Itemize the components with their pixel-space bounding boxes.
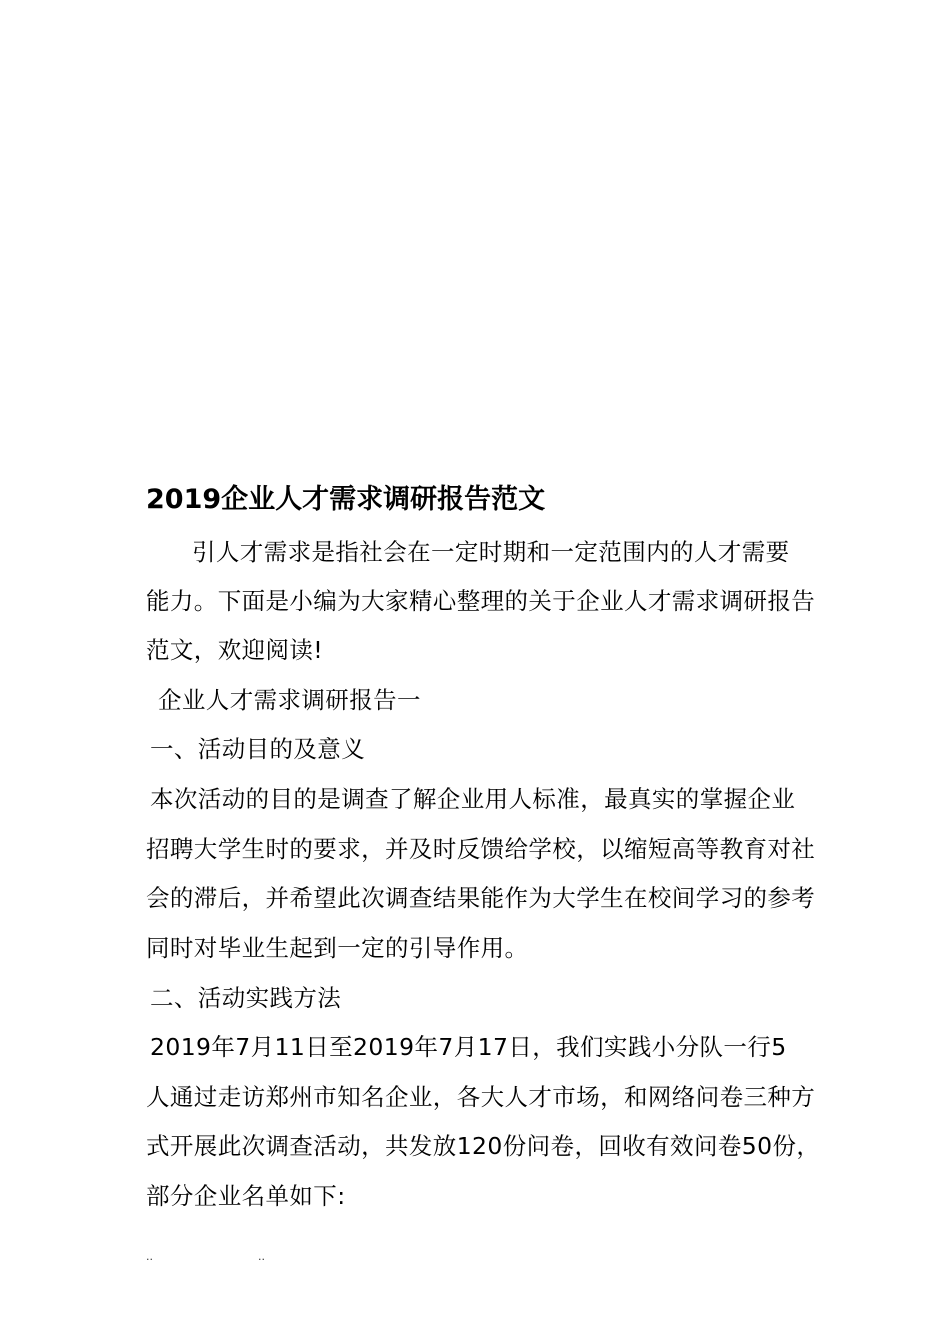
document-title: 2019企业人才需求调研报告范文 (146, 484, 546, 515)
paragraph-line: 同时对毕业生起到一定的引导作用。 (146, 934, 529, 962)
paragraph-line: 式开展此次调查活动，共发放120份问卷，回收有效问卷50份， (146, 1132, 821, 1160)
paragraph-line: 部分企业名单如下: (146, 1182, 346, 1210)
footer-mark: .. (258, 1250, 265, 1263)
footer-mark: .. (146, 1250, 153, 1263)
paragraph-line: 引人才需求是指社会在一定时期和一定范围内的人才需要 (192, 538, 790, 566)
section-heading: 一、活动目的及意义 (150, 735, 366, 763)
paragraph-line: 本次活动的目的是调查了解企业用人标准，最真实的掌握企业 (150, 785, 796, 813)
section-heading: 二、活动实践方法 (150, 984, 342, 1012)
paragraph-line: 范文，欢迎阅读! (146, 636, 324, 664)
paragraph-line: 人通过走访郑州市知名企业，各大人才市场，和网络问卷三种方 (146, 1083, 816, 1111)
paragraph-line: 会的滞后，并希望此次调查结果能作为大学生在校间学习的参考 (146, 884, 816, 912)
paragraph-line: 能力。下面是小编为大家精心整理的关于企业人才需求调研报告 (146, 587, 816, 615)
paragraph-line: 招聘大学生时的要求，并及时反馈给学校，以缩短高等教育对社 (146, 835, 816, 863)
paragraph-line: 2019年7月11日至2019年7月17日，我们实践小分队一行5 (150, 1033, 787, 1061)
section-heading: 企业人才需求调研报告一 (158, 686, 421, 714)
